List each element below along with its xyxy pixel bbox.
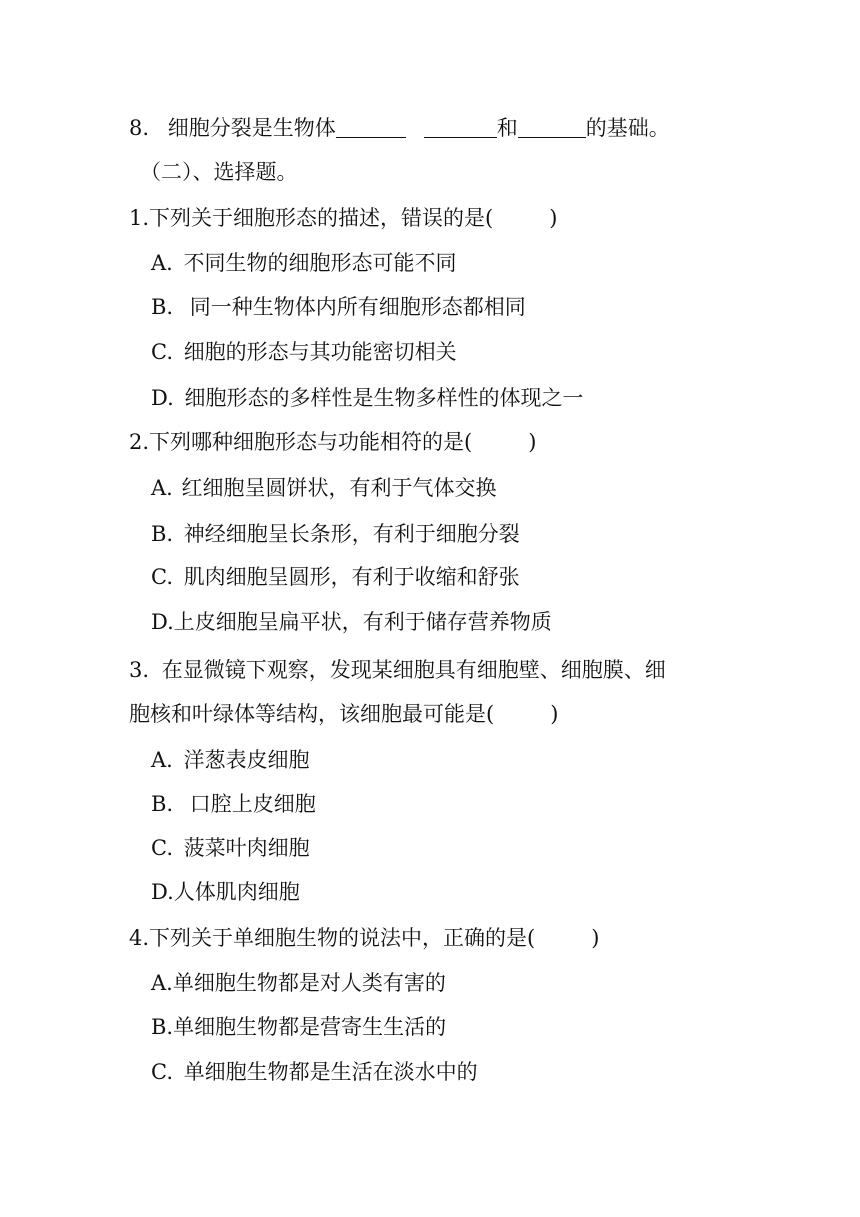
option-letter: B. <box>151 522 174 546</box>
option-item[interactable] <box>151 473 497 503</box>
option-item[interactable] <box>151 833 310 863</box>
question-text: 下列关于单细胞生物的说法中，正确的是( <box>149 926 536 950</box>
question-stem <box>129 203 557 233</box>
paren-close: ) <box>549 206 558 230</box>
option-letter: C. <box>151 565 173 589</box>
option-item[interactable] <box>151 1057 478 1087</box>
option-text: 单细胞生物都是生活在淡水中的 <box>183 1060 478 1084</box>
question-stem <box>129 655 666 685</box>
option-text: 细胞的形态与其功能密切相关 <box>183 340 457 364</box>
option-letter: B. <box>151 792 174 816</box>
option-item[interactable] <box>151 519 520 549</box>
question-text: 下列哪种细胞形态与功能相符的是( <box>149 430 473 454</box>
question-stem <box>129 427 536 457</box>
option-text: 神经细胞呈长条形，有利于细胞分裂 <box>183 522 520 546</box>
option-item[interactable] <box>151 562 520 592</box>
option-text: 不同生物的细胞形态可能不同 <box>183 251 457 275</box>
question-text: 细胞分裂是生物体 <box>167 116 336 140</box>
answer-blank[interactable] <box>518 115 586 138</box>
option-letter: C. <box>151 836 173 860</box>
option-item[interactable] <box>151 1012 446 1042</box>
question-number: 1. <box>129 206 150 230</box>
question-number: 2. <box>129 430 150 454</box>
question-stem-continued <box>129 699 558 729</box>
option-letter: C. <box>151 340 173 364</box>
option-item[interactable] <box>151 607 552 637</box>
answer-blank[interactable] <box>424 115 497 138</box>
question-text: 和 <box>496 116 518 140</box>
question-number: 8. <box>129 116 150 140</box>
option-text: 细胞形态的多样性是生物多样性的体现之一 <box>184 386 584 410</box>
fill-question <box>129 113 670 143</box>
option-letter: D. <box>151 386 174 410</box>
paren-close: ) <box>591 926 600 950</box>
section-heading: （二）、选择题。 <box>140 160 298 184</box>
option-item[interactable] <box>151 383 583 413</box>
question-stem <box>129 923 599 953</box>
option-text: 肌肉细胞呈圆形，有利于收缩和舒张 <box>183 565 520 589</box>
option-text: 上皮细胞呈扁平状，有利于储存营养物质 <box>173 610 552 634</box>
option-item[interactable] <box>151 789 316 819</box>
option-letter: D. <box>151 880 174 904</box>
answer-blank[interactable] <box>336 115 406 138</box>
option-letter: B. <box>151 295 174 319</box>
option-letter: B. <box>151 1015 174 1039</box>
option-text: 菠菜叶肉细胞 <box>183 836 310 860</box>
option-text: 同一种生物体内所有细胞形态都相同 <box>189 295 526 319</box>
question-number: 3. <box>129 658 150 682</box>
paren-close: ) <box>528 430 537 454</box>
paren-close: ) <box>550 702 559 726</box>
option-letter: A. <box>151 476 173 500</box>
option-text: 红细胞呈圆饼状，有利于气体交换 <box>181 476 497 500</box>
option-text: 人体肌肉细胞 <box>173 880 300 904</box>
option-item[interactable] <box>151 968 446 998</box>
option-letter: A. <box>151 748 173 772</box>
option-letter: C. <box>151 1060 173 1084</box>
option-item[interactable] <box>151 248 457 278</box>
question-text: 下列关于细胞形态的描述，错误的是( <box>149 206 494 230</box>
option-text: 单细胞生物都是营寄生生活的 <box>173 1015 447 1039</box>
option-text: 口腔上皮细胞 <box>189 792 316 816</box>
question-number: 4. <box>129 926 150 950</box>
option-item[interactable] <box>151 877 300 907</box>
option-item[interactable] <box>151 292 526 322</box>
question-text: 的基础。 <box>585 116 670 140</box>
question-text: 在显微镜下观察，发现某细胞具有细胞壁、细胞膜、细 <box>161 658 666 682</box>
option-item[interactable] <box>151 745 310 775</box>
option-item[interactable] <box>151 337 457 367</box>
option-letter: D. <box>151 610 174 634</box>
option-letter: A. <box>151 971 173 995</box>
question-text: 胞核和叶绿体等结构，该细胞最可能是( <box>129 702 495 726</box>
option-letter: A. <box>151 251 173 275</box>
option-text: 单细胞生物都是对人类有害的 <box>172 971 446 995</box>
option-text: 洋葱表皮细胞 <box>183 748 310 772</box>
